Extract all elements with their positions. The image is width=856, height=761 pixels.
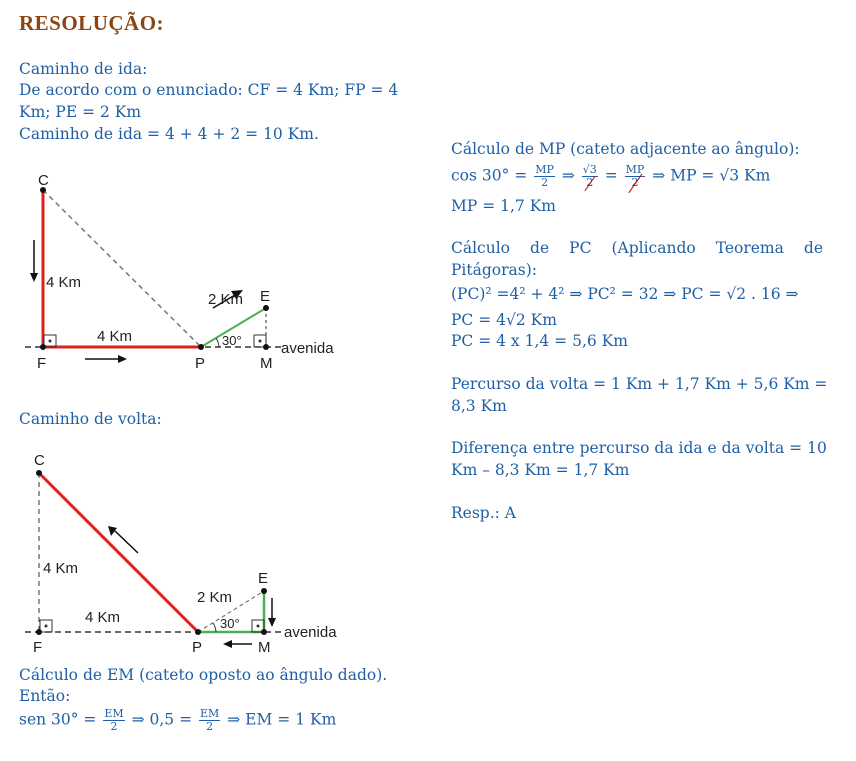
mp-heading: Cálculo de MP (cateto adjacente ao ângulo): bbox=[451, 140, 800, 158]
d1-road: avenida bbox=[281, 340, 334, 357]
d2-label-c: C bbox=[34, 452, 45, 469]
pc-heading-2: Pitágoras): bbox=[451, 261, 537, 279]
d2-pe-length: 2 Km bbox=[197, 589, 233, 606]
mp-eq-a: cos 30° = bbox=[451, 166, 528, 185]
d1-label-p: P bbox=[195, 355, 206, 372]
resposta: Resp.: A bbox=[451, 504, 516, 522]
d2-fp-length: 4 Km bbox=[85, 609, 121, 626]
ida-line-3: Caminho de ida = 4 + 4 + 2 = 10 Km. bbox=[19, 125, 319, 143]
ida-line-1: De acordo com o enunciado: CF = 4 Km; FP = 4 bbox=[19, 81, 399, 99]
d1-label-m: M bbox=[260, 355, 273, 372]
d2-label-e: E bbox=[258, 570, 269, 587]
em-fraction-1: $\frac{EM}{2}$ bbox=[104, 707, 124, 733]
page-title: RESOLUÇÃO: bbox=[19, 11, 165, 35]
volta-total-1: Percurso da volta = 1 Km + 1,7 Km + 5,6 Km = bbox=[451, 375, 828, 393]
em-eq-a: sen 30° = bbox=[19, 710, 97, 729]
em-eq-c: ⇒ EM = 1 Km bbox=[227, 710, 337, 729]
mp-equation: cos 30° = $\frac{MP}{2}$ ⇒ $\frac{√3}{2}$ = $\frac{MP}{2}$ ⇒ MP = √3 Km bbox=[451, 163, 771, 189]
pc-equation-2: PC = 4√2 Km bbox=[451, 311, 557, 329]
em-fraction-2: $\frac{EM}{2}$ bbox=[200, 707, 220, 733]
d1-pe-length: 2 Km bbox=[208, 291, 244, 308]
mp-fraction-1: $\frac{MP}{2}$ bbox=[535, 163, 554, 189]
mp-fraction-3: $\frac{MP}{2}$ bbox=[625, 163, 645, 189]
d2-label-m: M bbox=[258, 639, 271, 656]
diferenca-2: Km – 8,3 Km = 1,7 Km bbox=[451, 461, 630, 479]
d2-label-f: F bbox=[33, 639, 43, 656]
d1-cf-length: 4 Km bbox=[46, 274, 82, 291]
em-entao: Então: bbox=[19, 687, 71, 705]
d2-label-p: P bbox=[192, 639, 203, 656]
d2-road: avenida bbox=[284, 624, 337, 641]
d1-label-c: C bbox=[38, 172, 49, 189]
volta-heading: Caminho de volta: bbox=[19, 410, 162, 428]
pc-equation-3: PC = 4 x 1,4 = 5,6 Km bbox=[451, 332, 628, 350]
diferenca-1: Diferença entre percurso da ida e da volta = 10 bbox=[451, 439, 827, 457]
d1-angle: 30° bbox=[222, 333, 242, 348]
d1-fp-length: 4 Km bbox=[97, 328, 133, 345]
mp-result: MP = 1,7 Km bbox=[451, 197, 556, 215]
d2-cf-length: 4 Km bbox=[43, 560, 79, 577]
ida-line-2: Km; PE = 2 Km bbox=[19, 103, 142, 121]
pc-heading-1: Cálculo de PC (Aplicando Teorema de bbox=[451, 239, 823, 257]
em-heading: Cálculo de EM (cateto oposto ao ângulo dado). bbox=[19, 666, 388, 684]
volta-total-2: 8,3 Km bbox=[451, 397, 507, 415]
mp-fraction-2: $\frac{√3}{2}$ bbox=[582, 163, 597, 189]
d2-angle: 30° bbox=[220, 616, 240, 631]
d1-label-e: E bbox=[260, 288, 271, 305]
em-equation bbox=[19, 708, 336, 733]
pc-equation-1: (PC)² =4² + 4² ⇒ PC² = 32 ⇒ PC = √2 . 16 ⇒ bbox=[451, 285, 799, 303]
diagram-volta bbox=[20, 448, 360, 658]
mp-eq-end: ⇒ MP = √3 Km bbox=[652, 166, 771, 185]
d1-label-f: F bbox=[37, 355, 47, 372]
ida-heading: Caminho de ida: bbox=[19, 60, 148, 78]
diagram-ida bbox=[20, 165, 360, 380]
em-eq-b: ⇒ 0,5 = bbox=[131, 710, 193, 729]
